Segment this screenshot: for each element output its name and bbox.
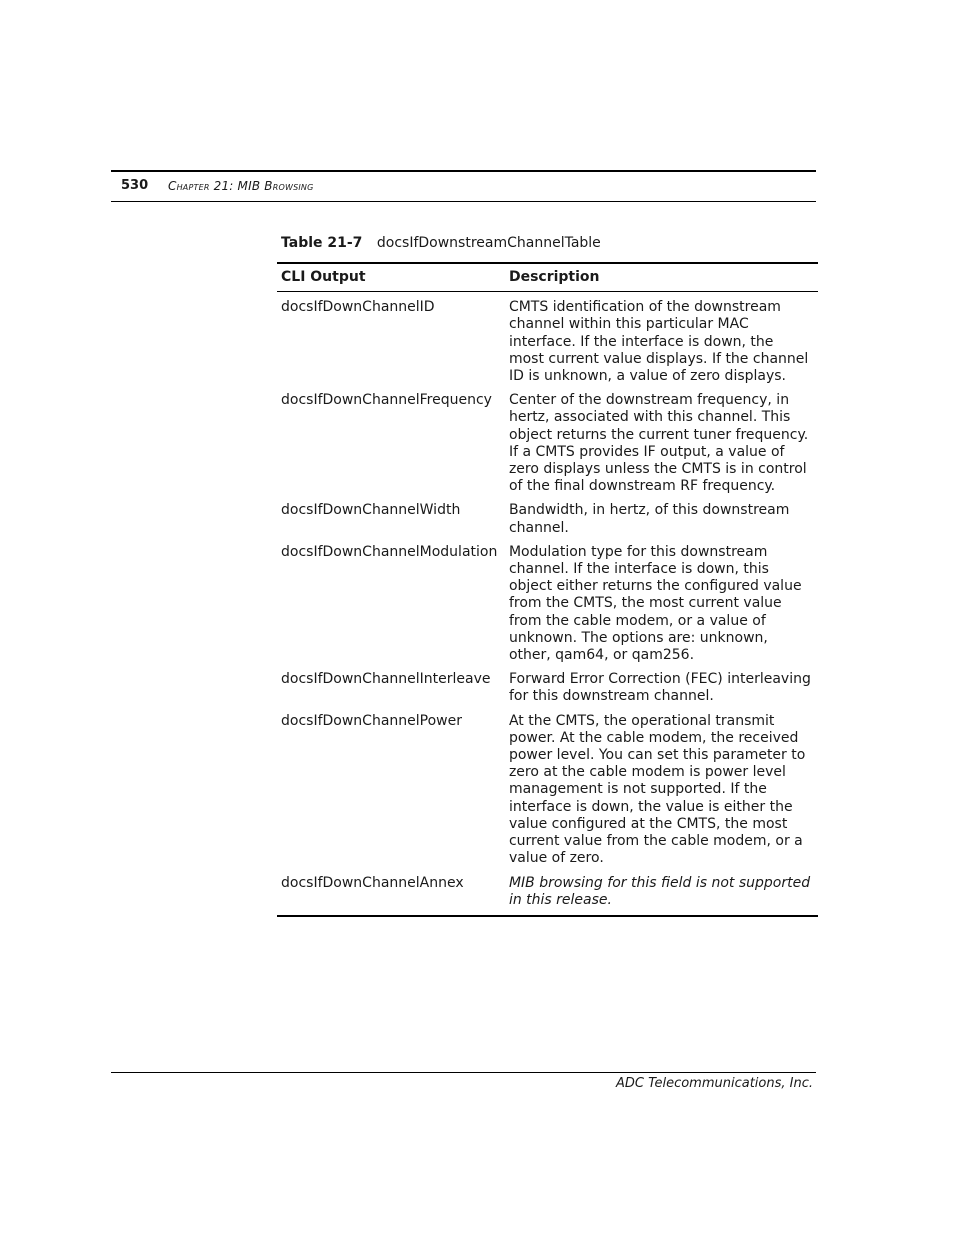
cli-output-cell: docsIfDownChannelInterleave	[281, 671, 491, 688]
table-caption-label: Table 21-7	[281, 235, 363, 251]
mib-table	[277, 262, 818, 917]
table-row	[277, 292, 818, 386]
cli-output-cell: docsIfDownChannelAnnex	[281, 874, 464, 891]
description-cell: MIB browsing for this field is not supported in this release.	[508, 874, 811, 908]
cli-output-cell: docsIfDownChannelModulation	[281, 543, 498, 560]
cli-output-cell: docsIfDownChannelFrequency	[281, 392, 492, 409]
header-rule-bottom	[111, 201, 816, 202]
table-caption	[281, 235, 601, 251]
table-caption-title: docsIfDownstreamChannelTable	[376, 235, 601, 251]
description-cell: Forward Error Correction (FEC) interleaving for this downstream channel.	[508, 671, 811, 705]
table-row	[277, 495, 818, 536]
description-cell: Center of the downstream frequency, in hertz, associated with this channel. This object returns the current tuner frequency. If a CMTS provides IF output, a value of zero displays unless the CMTS is in control of the final downstream RF frequency.	[508, 392, 809, 495]
footer-rule	[111, 1072, 816, 1073]
description-cell: Bandwidth, in hertz, of this downstream channel.	[508, 502, 790, 536]
description-cell: At the CMTS, the operational transmit power. At the cable modem, the received power level. You can set this parameter to zero at the cable modem is power level management is not supported. If the interface is down, the value is either the value configured at the CMTS, the most current value from the cable modem, or a value of zero.	[508, 712, 806, 867]
cli-output-cell: docsIfDownChannelPower	[281, 712, 462, 729]
cli-output-cell: docsIfDownChannelWidth	[281, 502, 461, 519]
column-header-description: Description	[505, 263, 818, 292]
running-head: Chapter 21: MIB Browsing	[168, 179, 314, 193]
table-row	[277, 385, 818, 495]
column-header-cli-output: CLI Output	[277, 263, 505, 292]
table-row	[277, 706, 818, 868]
header-rule	[111, 170, 816, 172]
table-row	[277, 664, 818, 705]
description-cell: CMTS identification of the downstream channel within this particular MAC interface. If the interface is down, the most current value displays. If the channel ID is unknown, a value of zero displays.	[508, 299, 809, 385]
table-row	[277, 537, 818, 664]
table-header-row	[277, 263, 818, 292]
cli-output-cell: docsIfDownChannelID	[281, 299, 435, 316]
page-number: 530	[121, 178, 149, 193]
table-row	[277, 868, 818, 916]
footer-company: ADC Telecommunications, Inc.	[616, 1076, 813, 1091]
description-cell: Modulation type for this downstream channel. If the interface is down, this object either returns the configured value from the CMTS, the most current value from the cable modem, or a value of unknown. The options are: unknown, other, qam64, or qam256.	[508, 543, 802, 664]
